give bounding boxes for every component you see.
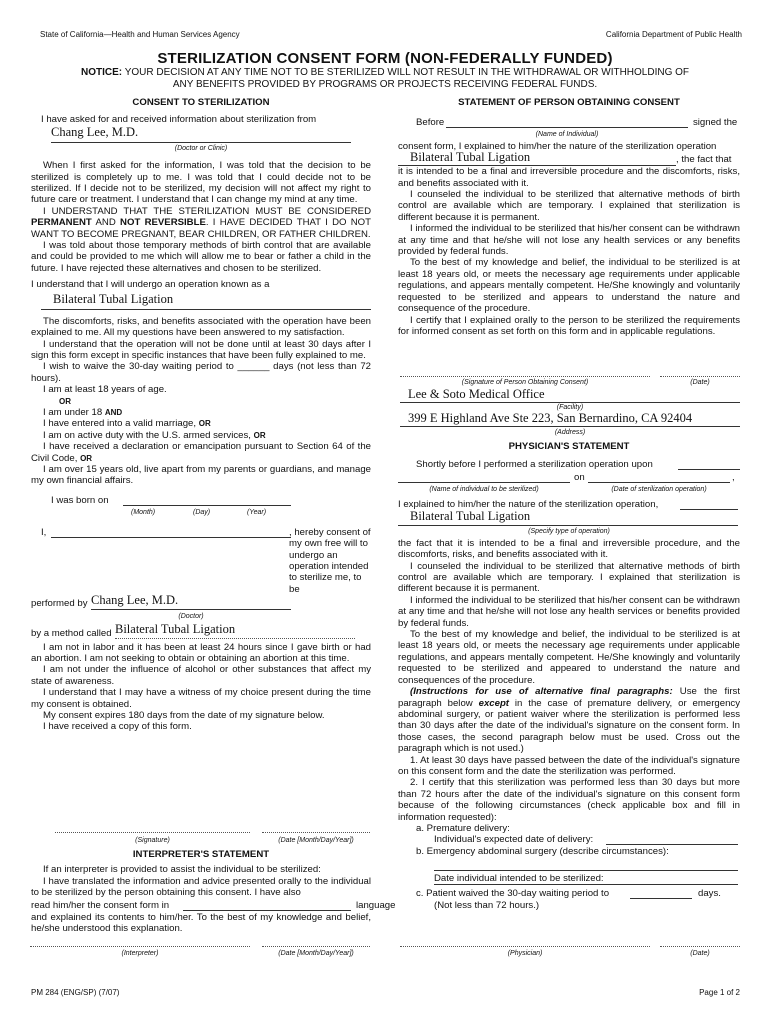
p2-e: . I HAVE DECIDED THAT I DO NOT WANT TO BECOME PREGNANT, BEAR CHILDREN, OR FATHER CHILDREN. — [31, 217, 371, 240]
obtainer-date-cap: (Date) — [690, 379, 710, 386]
or-3: OR — [253, 430, 266, 440]
r3: I informed the individual to be sterilized that his/her consent can be withdrawn at any time and that he/she will not lose any health services or benefits provided by federal funds. — [398, 594, 740, 629]
obtainer-sig-cap: (Signature of Person Obtaining Consent) — [461, 379, 589, 386]
c-b: days. — [698, 887, 721, 899]
interp3-row — [31, 899, 396, 912]
address-cap: (Address) — [554, 429, 586, 436]
consent-heading: CONSENT TO STERILIZATION — [132, 97, 270, 108]
age18: I am at least 18 years of age. — [43, 384, 167, 396]
instr-d: in the case of premature delivery, or emergency abdominal surgery, or patient waiver where the sterilization is performed less than 30 days after the date of the individual's signature on the consent form. In those cases, the second paragraph below must be used. Cross out the paragraph which is not used.) — [398, 697, 740, 755]
instr-c: except — [478, 697, 510, 709]
decree-text: I have received a declaration or emancipation pursuant to Section 64 of the Civil Code, — [31, 441, 371, 464]
performed-row — [31, 595, 371, 611]
physician-line[interactable] — [400, 946, 650, 947]
form-title: STERILIZATION CONSENT FORM (NON-FEDERALLY FUNDED) — [157, 50, 613, 67]
notice — [40, 67, 730, 91]
p2-d: NOT REVERSIBLE — [120, 217, 206, 229]
type-cap: (Specify type of operation) — [528, 528, 610, 536]
born-row — [31, 493, 371, 507]
performed-label: performed by — [31, 598, 88, 610]
physician-date-line[interactable] — [660, 946, 740, 947]
interpreter-line[interactable] — [30, 946, 250, 947]
birthdate-field[interactable] — [123, 493, 291, 506]
phys-heading: PHYSICIAN'S STATEMENT — [508, 441, 630, 452]
interpreter-date-cap: (Date [Month/Day/Year]) — [278, 950, 354, 957]
decree — [31, 441, 371, 464]
a-sub-row — [434, 834, 740, 846]
b-text: b. Emergency abdominal surgery (describe circumstances): — [416, 846, 669, 858]
under18 — [31, 407, 371, 418]
signature-date-cap: (Date [Month/Day/Year]) — [278, 837, 354, 844]
on-label: on — [574, 472, 585, 484]
shortly-text: Shortly before I performed a sterilization operation upon — [416, 459, 653, 471]
shortly-field[interactable] — [678, 458, 740, 470]
military-text: I am on active duty with the U.S. armed services, — [43, 429, 251, 441]
page-number: Page 1 of 2 — [699, 988, 740, 997]
explained-text: I explained to him/her the nature of the sterilization operation, — [398, 499, 659, 511]
p2 — [31, 206, 371, 240]
b-sub: Date individual intended to be sterilized: — [434, 872, 604, 884]
interpreter-date-line[interactable] — [262, 946, 370, 947]
option-a[interactable] — [416, 823, 740, 834]
person-obtaining-column — [398, 97, 740, 337]
facility-value: Lee & Soto Medical Office — [408, 387, 545, 401]
right-operation-field[interactable] — [398, 152, 676, 166]
iconsent-b-text: , hereby consent of my own free will to undergo an operation intended to sterilize me, to be — [289, 526, 371, 595]
or-2: OR — [198, 419, 211, 429]
c-a: c. Patient waived the 30-day waiting period to — [416, 887, 610, 899]
method-row — [31, 621, 371, 640]
or-4: OR — [80, 453, 93, 463]
waiver-days-field[interactable] — [630, 887, 692, 899]
interp3b: language — [356, 899, 396, 911]
facility-field[interactable] — [400, 387, 740, 403]
and-text: AND — [104, 407, 123, 417]
p1: When I first asked for the information, I was told that the decision to be sterilized is completely up to me. I was told that I could decide not to be sterilized. If I decide not to be sterilized, my decision will not affect my right to future care or treatment. I understand that I can change my mind at any time. — [31, 160, 371, 206]
phys-op-value: Bilateral Tubal Ligation — [410, 509, 531, 524]
physician-date-cap: (Date) — [690, 950, 710, 957]
performed-value: Chang Lee, M.D. — [91, 593, 179, 608]
individual-field[interactable] — [446, 115, 688, 128]
on-row: on , — [398, 471, 740, 484]
indiv-cap: (Name of individual to be sterilized) — [429, 486, 539, 494]
q1: it is intended to be a final and irreversible procedure and the discomforts, risks, and benefits associated with it. — [398, 166, 740, 189]
p2-a: I UNDERSTAND THAT THE STERILIZATION MUST BE CONSIDERED — [43, 205, 371, 217]
notice-label: NOTICE: — [80, 67, 123, 78]
operation-value: Bilateral Tubal Ligation — [53, 291, 174, 306]
p2-b: PERMANENT — [31, 217, 92, 229]
obtainer-date-line[interactable] — [660, 376, 740, 377]
q2: I counseled the individual to be sterilized that alternative methods of birth control are available which are temporary. I explained that sterilization is different because it is permanent. — [398, 189, 740, 223]
over15: I am over 15 years old, live apart from my parents or guardians, and manage my own financial affairs. — [31, 463, 371, 487]
instr-a: (Instructions for use of alternative final paragraphs: — [410, 686, 673, 698]
consent-line: consent form, I explained to him/her the nature of the sterilization operation — [398, 140, 717, 152]
or-1: OR — [59, 396, 71, 406]
p4: The discomforts, risks, and benefits associated with the operation have been explained to me. All my questions have been answered to my satisfaction. — [31, 315, 371, 339]
iconsent-row — [31, 525, 371, 538]
born-label: I was born on — [51, 494, 109, 506]
method-label: by a method called — [31, 627, 112, 639]
name-field[interactable] — [51, 525, 291, 538]
physician-column — [398, 441, 740, 911]
explained-field[interactable] — [680, 498, 738, 510]
p7: I am not in labor and it has been at least 24 hours since I gave birth or had an abortion. I am not seeking to obtain or obtaining an abortion at this time. — [31, 641, 371, 665]
p9: I understand that I may have a witness of my choice present during the time my consent is obtained. — [31, 687, 371, 710]
opdate-cap: (Date of sterilization operation) — [611, 486, 707, 494]
before-label: Before — [416, 117, 445, 129]
marriage-text: I have entered into a valid marriage, — [43, 418, 197, 430]
c-sub: (Not less than 72 hours.) — [434, 899, 540, 911]
p3: I was told about those temporary methods of birth control that are available and could be provided to me which will allow me to bear or father a child in the future. I have rejected these alternatives and chosen to be sterilized. — [31, 240, 371, 274]
r5: 1. At least 30 days have passed between the date of the individual's signature on this consent form and the date the sterilization was performed. — [398, 754, 740, 777]
op-known: I understand that I will undergo an operation known as a — [31, 279, 270, 291]
marriage — [31, 418, 371, 429]
signature-cap: (Signature) — [135, 837, 170, 844]
interp1: If an interpreter is provided to assist the individual to be sterilized: — [43, 864, 321, 876]
p8: I am not under the influence of alcohol or other substances that affect my state of awareness. — [31, 664, 371, 687]
obtainer-signature-line[interactable] — [400, 376, 650, 377]
performed-field[interactable] — [91, 595, 291, 610]
on-caps — [398, 484, 740, 495]
r1: the fact that it is intended to be a final and irreversible procedure, and the discomforts, risks, and benefits associated with it. — [398, 537, 740, 561]
notice-line2: ANY BENEFITS PROVIDED BY PROGRAMS OR PROJECTS RECEIVING FEDERAL FUNDS. — [172, 79, 598, 90]
q3: I informed the individual to be sterilized that his/her consent can be withdrawn at any time and that he/she will not lose any health services or any benefits provided by federal funds. — [398, 223, 740, 258]
circumstances-field[interactable] — [434, 858, 738, 871]
q5: I certify that I explained orally to the person to be sterilized the requirements for informed consent as set forth on this form and in applicable regulations. — [398, 314, 740, 337]
a-text: a. Premature delivery: — [416, 822, 510, 834]
instr-b: Use the first paragraph below — [398, 686, 740, 709]
option-c[interactable] — [416, 887, 740, 900]
instructions — [398, 686, 740, 754]
phys-op-field[interactable] — [398, 511, 738, 526]
method-value: Bilateral Tubal Ligation — [115, 621, 236, 636]
option-b[interactable] — [416, 846, 740, 857]
fact-that: , the fact that — [676, 154, 732, 166]
doctor-cap2: (Doctor) — [178, 613, 204, 621]
p5: I understand that the operation will not be done until at least 30 days after I sign this form except in specific instances that have been fully explained to me. — [31, 338, 371, 361]
doctor-caption: (Doctor or Clinic) — [174, 144, 228, 152]
right-operation-value: Bilateral Tubal Ligation — [410, 150, 531, 165]
iconsent-a: I, — [41, 526, 47, 538]
before-row — [398, 115, 740, 129]
r6: 2. I certify that this sterilization was performed less than 30 days but more than 72 hours after the date of the individual's signature on this consent form because of the following circumstances (check applicable box and fill in information requested): — [398, 777, 740, 823]
facility-cap: (Facility) — [556, 404, 584, 411]
consent-column — [31, 97, 371, 733]
doctor-field[interactable] — [51, 126, 351, 143]
day-cap: (Day) — [193, 508, 211, 516]
agency-header: State of California—Health and Human Services Agency — [40, 30, 240, 39]
p10: My consent expires 180 days from the date of my signature below. — [43, 710, 325, 722]
notice-line1: YOUR DECISION AT ANY TIME NOT TO BE STERILIZED WILL NOT RESULT IN THE WITHDRAWAL OR WITHHOLDING OF — [124, 67, 690, 78]
rop-row — [398, 152, 740, 166]
month-cap: (Month) — [131, 508, 156, 516]
department-header: California Department of Public Health — [605, 30, 742, 39]
language-field[interactable] — [183, 899, 351, 911]
born-captions — [31, 507, 371, 517]
opdate-field[interactable] — [588, 471, 730, 483]
delivery-date-field[interactable] — [606, 834, 738, 845]
form-number: PM 284 (ENG/SP) (7/07) — [31, 988, 120, 997]
military — [31, 430, 371, 441]
under18-text: I am under 18 — [43, 406, 103, 418]
doctor-value: Chang Lee, M.D. — [51, 124, 139, 139]
r4: To the best of my knowledge and belief, the individual to be sterilized is at least 18 years old, or meets the necessary age requirements under applicable regulations, and appears mentally competent. He/She knowingly and voluntarily requested to be sterilized and appeared to understand the nature and consequences of the procedure. — [398, 629, 740, 686]
right-heading: STATEMENT OF PERSON OBTAINING CONSENT — [458, 97, 680, 108]
name-cap: (Name of Individual) — [535, 131, 599, 139]
address-field[interactable] — [400, 410, 740, 427]
interp-heading: INTERPRETER'S STATEMENT — [132, 849, 270, 860]
indiv-name-field[interactable] — [398, 471, 570, 483]
physician-cap: (Physician) — [507, 950, 543, 957]
q4: To the best of my knowledge and belief, the individual to be sterilized is at least 18 years old, or meets the necessary age requirements under applicable regulations, and appears mentally competent. He/She knowingly and voluntarily requested to be sterilized and appears to understand the nature and consequence of the procedure. — [398, 257, 740, 315]
interp4: and explained its contents to him/her. To the best of my knowledge and belief, he/she understood this explanation. — [31, 911, 371, 935]
interp2: I have translated the information and advice presented orally to the individual to be sterilized by the person obtaining this consent. I have also — [31, 875, 371, 899]
p11: I have received a copy of this form. — [43, 721, 192, 733]
method-field[interactable] — [115, 621, 355, 639]
signed-the: signed the — [693, 117, 738, 129]
operation-field[interactable] — [41, 291, 371, 310]
p6: I wish to waive the 30-day waiting period to ______ days (not less than 72 hours). — [31, 361, 371, 384]
address-value: 399 E Highland Ave Ste 223, San Bernardino, CA 92404 — [408, 411, 693, 425]
interp3a: read him/her the consent form in — [31, 899, 170, 911]
r2: I counseled the individual to be sterilized that alternative methods of birth control are available which are temporary. I explained that sterilization is different because it is permanent. — [398, 560, 740, 595]
p2-c: AND — [91, 217, 121, 229]
year-cap: (Year) — [247, 508, 267, 516]
a-sub: Individual's expected date of delivery: — [434, 834, 594, 846]
interpreter-cap: (Interpreter) — [121, 950, 159, 957]
interpreter-section — [31, 829, 396, 935]
shortly-row — [398, 458, 740, 471]
asked-text: I have asked for and received information about sterilization from — [41, 114, 317, 126]
b-sub-row — [434, 872, 740, 885]
